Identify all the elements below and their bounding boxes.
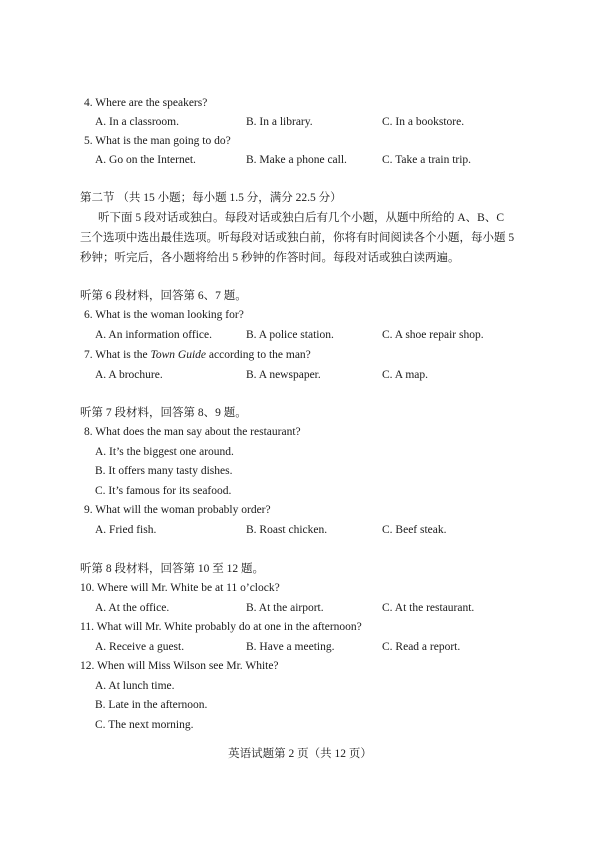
- question-10-stem: 10. Where will Mr. White be at 11 o’clock?: [80, 582, 280, 594]
- question-9-option-c: C. Beef steak.: [382, 524, 447, 536]
- question-9-option-a: A. Fried fish.: [95, 524, 157, 536]
- question-4-option-b: B. In a library.: [246, 116, 313, 128]
- question-5-option-c: C. Take a train trip.: [382, 154, 472, 166]
- question-11-stem: 11. What will Mr. White probably do at one in the afternoon?: [80, 621, 362, 633]
- question-4-stem: 4. Where are the speakers?: [84, 97, 208, 109]
- question-7-stem-start: 7. What is the: [84, 349, 151, 361]
- question-11-option-c: C. Read a report.: [382, 641, 461, 653]
- question-5-option-a: A. Go on the Internet.: [95, 154, 196, 166]
- question-5-option-b: B. Make a phone call.: [246, 154, 347, 166]
- question-6-option-c: C. A shoe repair shop.: [382, 329, 484, 341]
- question-4-option-a: A. In a classroom.: [95, 116, 179, 128]
- question-5-stem: 5. What is the man going to do?: [84, 135, 231, 147]
- question-7-option-a: A. A brochure.: [95, 369, 163, 381]
- question-4-option-c: C. In a bookstore.: [382, 116, 465, 128]
- question-11-option-b: B. Have a meeting.: [246, 641, 335, 653]
- section-2-instruction-line-2: 三个选项中选出最佳选项。听每段对话或独白前，你将有时间阅读各个小题，每小题 5: [80, 232, 515, 244]
- question-6-option-b: B. A police station.: [246, 329, 334, 341]
- question-9-option-b: B. Roast chicken.: [246, 524, 328, 536]
- question-7-stem-title: Town Guide: [150, 349, 207, 361]
- section-2-instruction-line-1: 听下面 5 段对话或独白。每段对话或独白后有几个小题，从题中所给的 A、B、C: [98, 212, 505, 224]
- question-7-option-c: C. A map.: [382, 369, 429, 381]
- question-8-stem: 8. What does the man say about the restaurant?: [84, 426, 301, 438]
- question-11-option-a: A. Receive a guest.: [95, 641, 185, 653]
- material-8-heading: 听第 8 段材料，回答第 10 至 12 题。: [80, 563, 264, 575]
- question-8-option-c: C. It’s famous for its seafood.: [95, 485, 232, 497]
- question-6-option-a: A. An information office.: [95, 329, 212, 341]
- question-10-option-c: C. At the restaurant.: [382, 602, 475, 614]
- question-12-option-a: A. At lunch time.: [95, 680, 175, 692]
- question-8-option-a: A. It’s the biggest one around.: [95, 446, 234, 458]
- question-12-stem: 12. When will Miss Wilson see Mr. White?: [80, 660, 279, 672]
- question-7-stem-end: according to the man?: [206, 349, 311, 361]
- question-6-stem: 6. What is the woman looking for?: [84, 309, 244, 321]
- material-7-heading: 听第 7 段材料，回答第 8、9 题。: [80, 407, 247, 419]
- question-12-option-c: C. The next morning.: [95, 719, 194, 731]
- question-9-stem: 9. What will the woman probably order?: [84, 504, 271, 516]
- question-10-option-b: B. At the airport.: [246, 602, 324, 614]
- question-10-option-a: A. At the office.: [95, 602, 170, 614]
- section-2-instruction-line-3: 秒钟；听完后，各小题将给出 5 秒钟的作答时间。每段对话或独白读两遍。: [80, 252, 460, 264]
- question-7-option-b: B. A newspaper.: [246, 369, 321, 381]
- section-2-heading: 第二节 （共 15 小题；每小题 1.5 分，满分 22.5 分）: [80, 192, 342, 204]
- question-7-stem: [84, 348, 311, 362]
- material-6-heading: 听第 6 段材料，回答第 6、7 题。: [80, 290, 247, 302]
- question-8-option-b: B. It offers many tasty dishes.: [95, 465, 233, 477]
- question-12-option-b: B. Late in the afternoon.: [95, 699, 208, 711]
- page-footer: 英语试题第 2 页（共 12 页）: [228, 748, 372, 760]
